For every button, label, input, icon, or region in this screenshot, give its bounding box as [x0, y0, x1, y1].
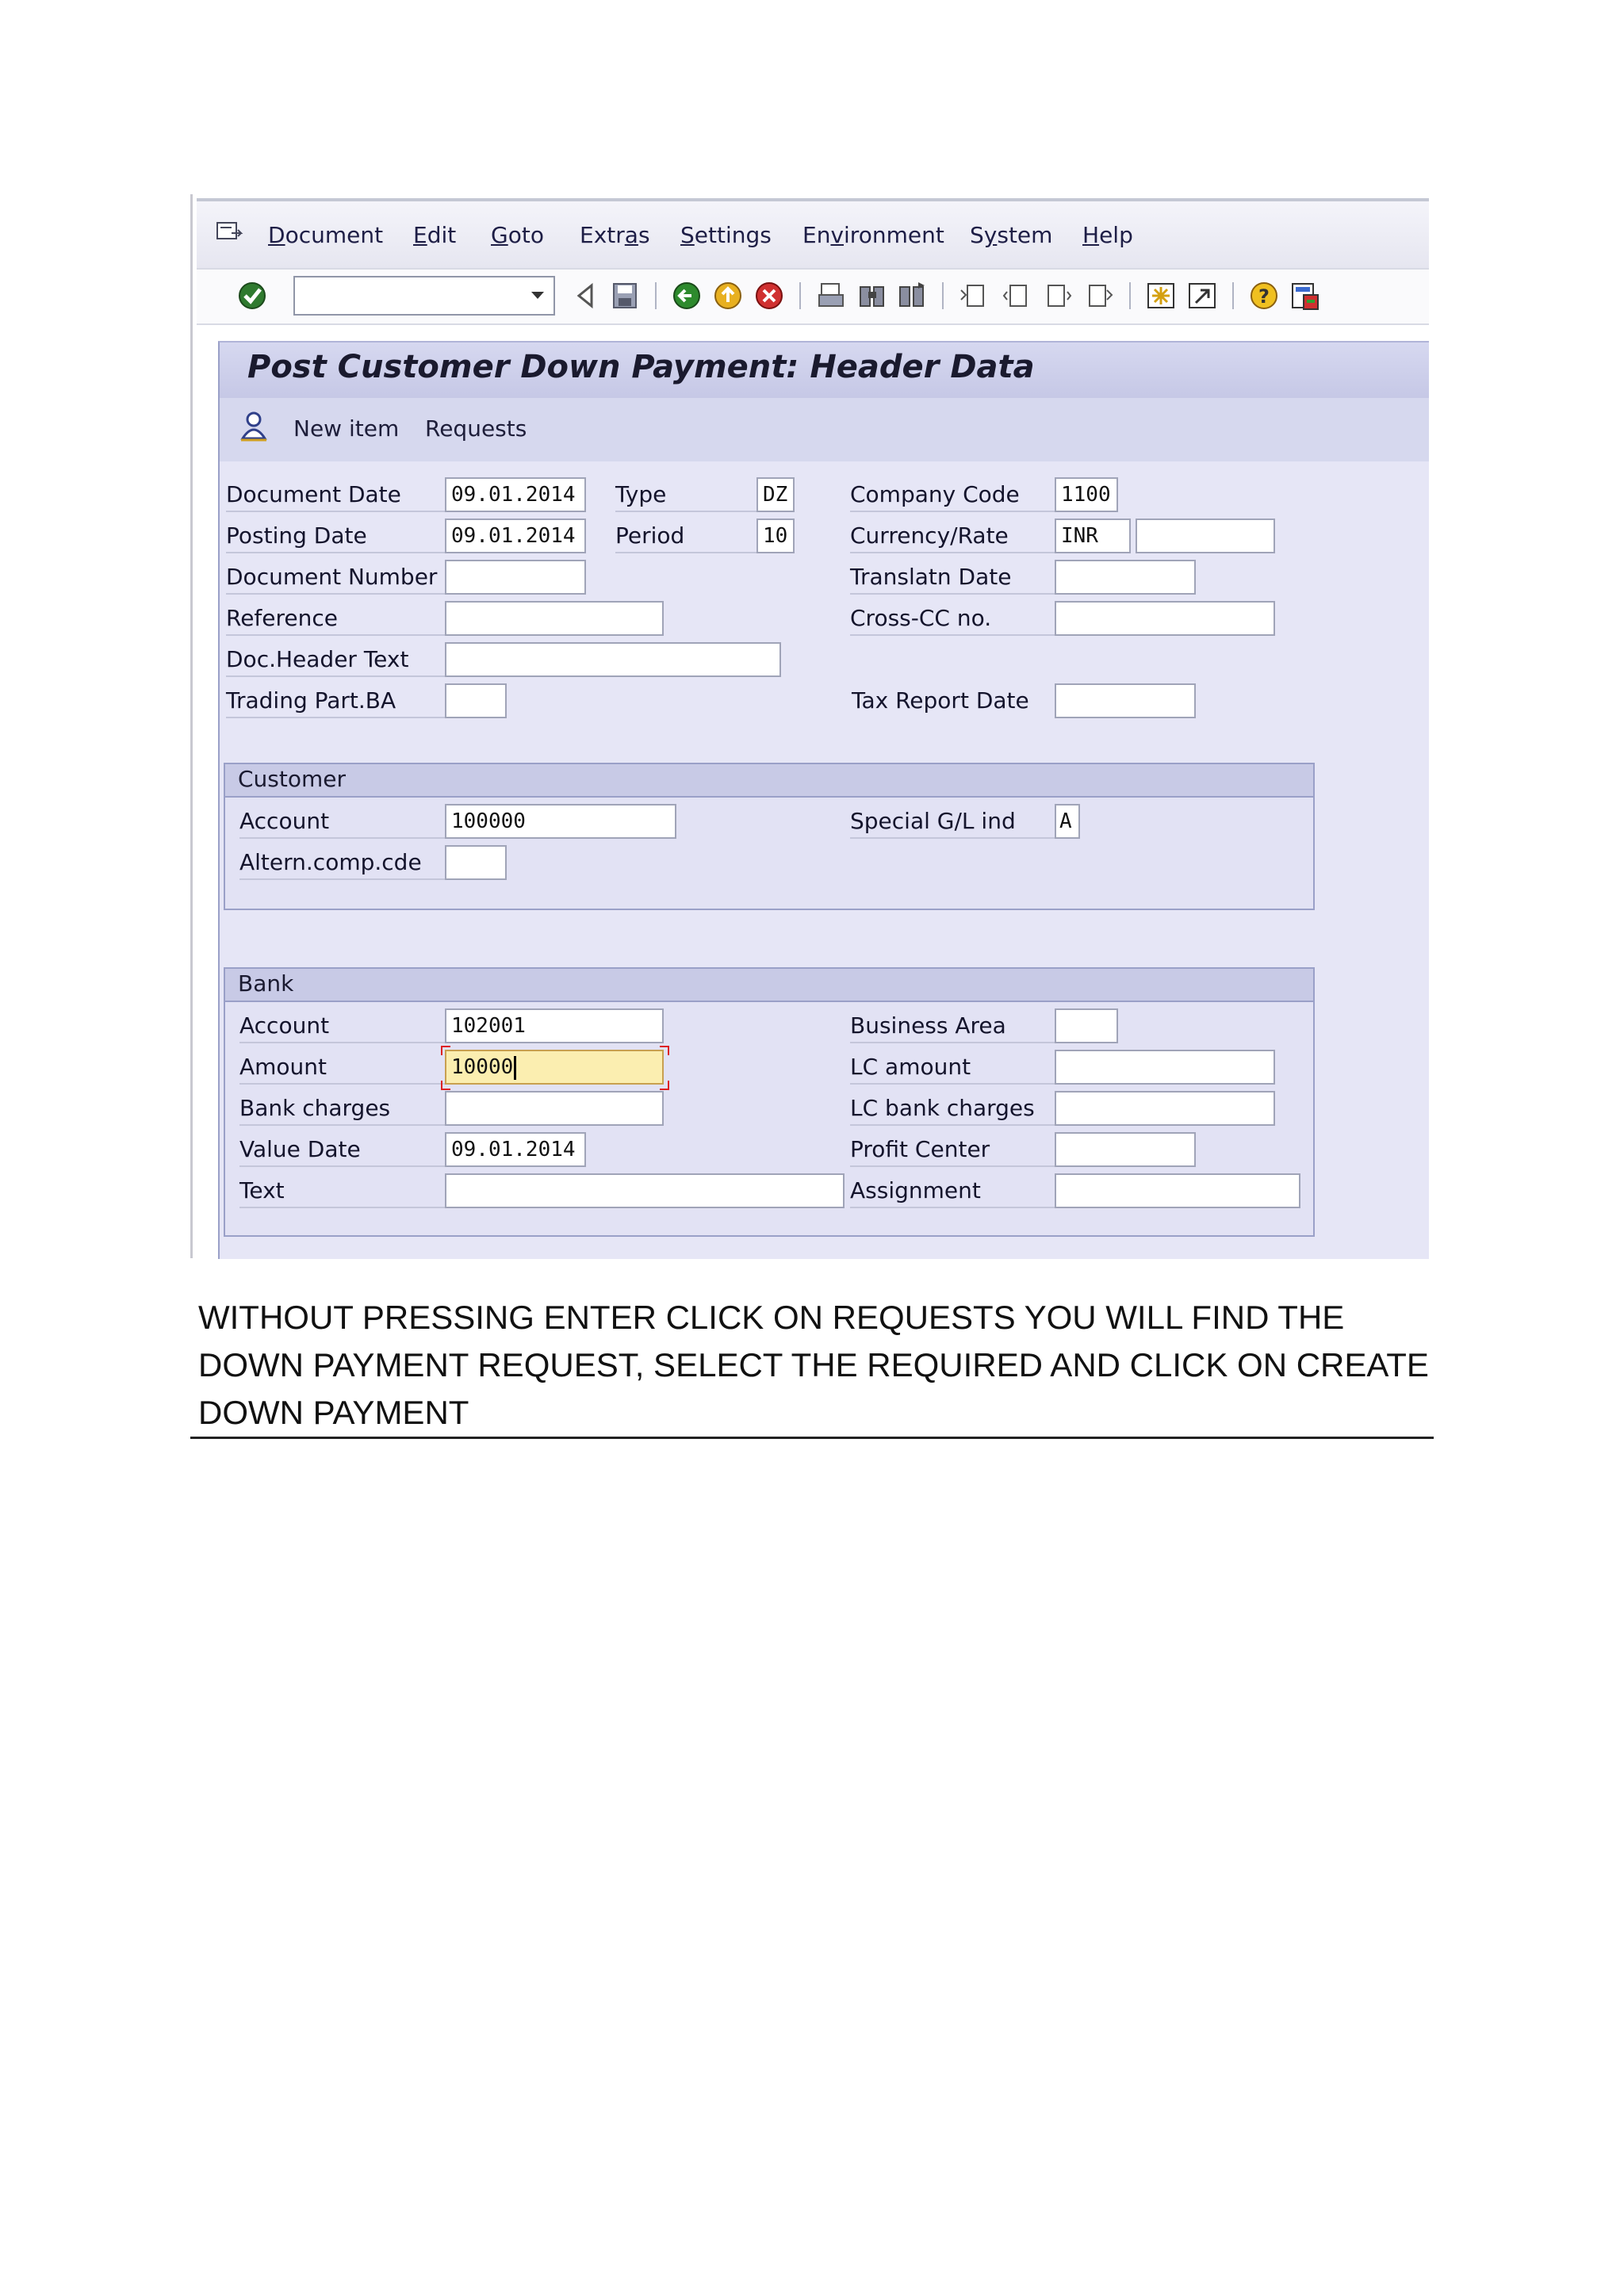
instruction-text: WITHOUT PRESSING ENTER CLICK ON REQUESTS YOU WILL FIND THE DOWN PAYMENT REQUEST, SELECT THE REQUIRED AND CLICK ON CREATE DOWN PAYMENT: [198, 1299, 1429, 1431]
new-item-icon[interactable]: [236, 408, 271, 443]
tax-report-date-field[interactable]: [1055, 683, 1196, 718]
help-icon[interactable]: [1248, 279, 1280, 312]
type-label: Type: [615, 477, 756, 512]
save-icon[interactable]: [609, 279, 641, 312]
value-date-field[interactable]: 09.01.2014: [445, 1132, 586, 1167]
assignment-field[interactable]: [1055, 1173, 1300, 1208]
application-toolbar: [218, 398, 1429, 461]
currency-rate-label: Currency/Rate: [850, 519, 1055, 553]
create-session-icon[interactable]: [1145, 279, 1177, 312]
page-title: Post Customer Down Payment: Header Data: [247, 349, 1035, 385]
lc-bank-charges-label: LC bank charges: [850, 1091, 1055, 1126]
lc-amount-field[interactable]: [1055, 1050, 1275, 1085]
menu-system[interactable]: System: [970, 222, 1053, 248]
customer-account-label: Account: [239, 804, 445, 839]
customize-layout-icon[interactable]: [1289, 279, 1321, 312]
menu-list-icon[interactable]: [216, 220, 244, 244]
customer-group-title: Customer: [225, 764, 1313, 798]
requests-button[interactable]: Requests: [425, 415, 527, 442]
menu-document[interactable]: Document: [268, 222, 384, 248]
menu-goto[interactable]: Goto: [491, 222, 544, 248]
exit-icon[interactable]: [712, 279, 744, 312]
cross-cc-no-field[interactable]: [1055, 601, 1275, 636]
text-label: Text: [239, 1173, 445, 1208]
trading-part-ba-label: Trading Part.BA: [226, 683, 445, 718]
translatn-date-field[interactable]: [1055, 560, 1196, 595]
exchange-rate-field[interactable]: [1136, 519, 1275, 553]
enter-icon[interactable]: [236, 279, 268, 312]
find-next-icon[interactable]: [896, 279, 928, 312]
value-date-label: Value Date: [239, 1132, 445, 1167]
bank-account-label: Account: [239, 1008, 445, 1043]
cross-cc-no-label: Cross-CC no.: [850, 601, 1055, 636]
svg-text:?: ?: [1258, 285, 1270, 308]
profit-center-label: Profit Center: [850, 1132, 1055, 1167]
first-page-icon[interactable]: [958, 279, 990, 312]
amount-label: Amount: [239, 1050, 445, 1085]
bank-charges-label: Bank charges: [239, 1091, 445, 1126]
previous-page-icon[interactable]: [1001, 279, 1032, 312]
period-field[interactable]: 10: [756, 519, 795, 553]
menu-help[interactable]: Help: [1082, 222, 1133, 248]
new-item-button[interactable]: New item: [293, 415, 400, 442]
focus-corner: [660, 1046, 669, 1055]
altern-comp-cde-label: Altern.comp.cde: [239, 845, 445, 880]
period-label: Period: [615, 519, 756, 553]
amount-value: 10000: [451, 1055, 514, 1079]
company-code-field[interactable]: 1100: [1055, 477, 1118, 512]
company-code-label: Company Code: [850, 477, 1055, 512]
document-date-field[interactable]: 09.01.2014: [445, 477, 586, 512]
lc-bank-charges-field[interactable]: [1055, 1091, 1275, 1126]
find-icon[interactable]: [856, 279, 888, 312]
last-page-icon[interactable]: [1083, 279, 1115, 312]
print-icon[interactable]: [815, 279, 847, 312]
doc-header-text-label: Doc.Header Text: [226, 642, 445, 677]
customer-account-field[interactable]: 100000: [445, 804, 676, 839]
special-gl-ind-field[interactable]: A: [1055, 804, 1080, 839]
back-icon[interactable]: [671, 279, 703, 312]
focus-corner: [441, 1081, 450, 1090]
menu-extras[interactable]: Extras: [580, 222, 650, 248]
next-page-icon[interactable]: [1042, 279, 1074, 312]
posting-date-field[interactable]: 09.01.2014: [445, 519, 586, 553]
amount-field[interactable]: [445, 1050, 664, 1085]
text-field[interactable]: [445, 1173, 845, 1208]
chevron-down-icon[interactable]: [530, 289, 546, 301]
document-number-field[interactable]: [445, 560, 586, 595]
business-area-field[interactable]: [1055, 1008, 1118, 1043]
reference-label: Reference: [226, 601, 445, 636]
special-gl-ind-label: Special G/L ind: [850, 804, 1055, 839]
profit-center-field[interactable]: [1055, 1132, 1196, 1167]
translatn-date-label: Translatn Date: [850, 560, 1055, 595]
text-cursor: [514, 1056, 516, 1080]
document-number-label: Document Number: [226, 560, 445, 595]
lc-amount-label: LC amount: [850, 1050, 1055, 1085]
business-area-label: Business Area: [850, 1008, 1055, 1043]
document-date-label: Document Date: [226, 477, 445, 512]
reference-field[interactable]: [445, 601, 664, 636]
bank-group-title: Bank: [225, 969, 1313, 1002]
shortcut-icon[interactable]: [1186, 279, 1218, 312]
posting-date-label: Posting Date: [226, 519, 445, 553]
altern-comp-cde-field[interactable]: [445, 845, 507, 880]
cancel-icon[interactable]: [753, 279, 785, 312]
type-field[interactable]: DZ: [756, 477, 795, 512]
bank-charges-field[interactable]: [445, 1091, 664, 1126]
bank-account-field[interactable]: 102001: [445, 1008, 664, 1043]
focus-corner: [441, 1046, 450, 1055]
currency-field[interactable]: INR: [1055, 519, 1131, 553]
divider-line: [190, 1437, 1434, 1439]
menu-edit[interactable]: Edit: [413, 222, 457, 248]
back-triangle-icon[interactable]: [569, 279, 601, 312]
command-field[interactable]: [293, 276, 555, 316]
doc-header-text-field[interactable]: [445, 642, 781, 677]
trading-part-ba-field[interactable]: [445, 683, 507, 718]
focus-corner: [660, 1081, 669, 1090]
tax-report-date-label: Tax Report Date: [852, 687, 1029, 714]
menu-environment[interactable]: Environment: [802, 222, 944, 248]
menu-settings[interactable]: Settings: [680, 222, 772, 248]
assignment-label: Assignment: [850, 1173, 1055, 1208]
